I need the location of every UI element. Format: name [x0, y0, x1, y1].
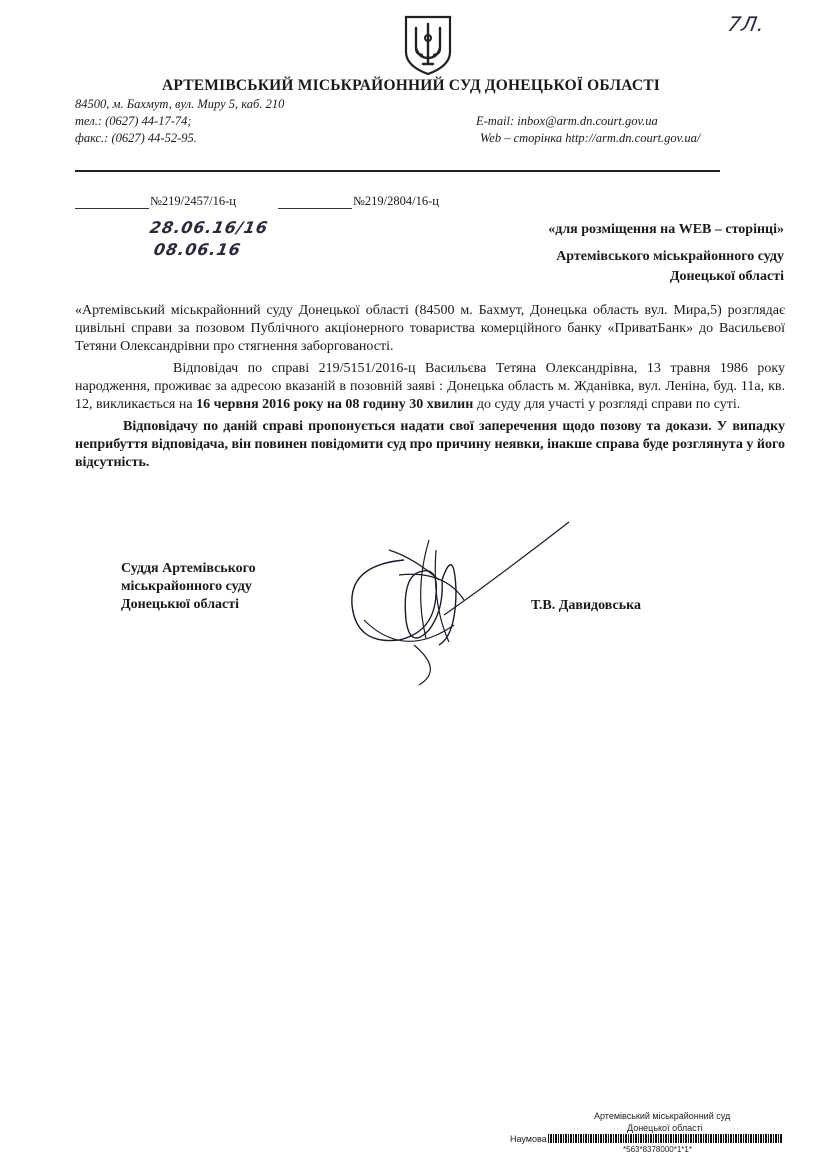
recipient-line-3: Донецької області: [669, 269, 784, 284]
handwritten-date-1: 28.06.16/16: [148, 218, 270, 237]
notice-body: [75, 302, 785, 472]
paragraph-defendant: Відповідач по справі 219/5151/2016-ц Васильєва Тетяна Олександрівна, 13 травня 1986 року народження, проживає за адресою вказаній в позовній заяві : Донецька область м. Жданівка, вул. Леніна, буд. 11а, кв. 12, викликається на 16 червня 2016 року на 08 годину 30 хвилин до суду для участі у розгляді справи по суті.: [75, 361, 785, 412]
recipient-line-2: Артемівського міськрайонного суду: [556, 249, 784, 264]
corner-handwritten-mark: 7Л.: [725, 12, 768, 36]
stamp-court-name: Артемівський міськрайонний суд: [594, 1111, 731, 1121]
header-divider: [75, 170, 720, 172]
barcode: [548, 1134, 783, 1143]
judge-name: Т.В. Давидовська: [531, 598, 641, 613]
paragraph-warning: Відповідачу по даній справі пропонується надати свої заперечення щодо позову та докази. У випадку неприбуття відповідача, він повинен повідомити суд про причину неявки, інакше справа буде розглянута у його відсутність.: [75, 419, 785, 470]
court-name-heading: АРТЕМІВСЬКИЙ МІСЬКРАЙОННИЙ СУД ДОНЕЦЬКОЇ ОБЛАСТІ: [161, 77, 661, 94]
stamp-clerk: Наумова: [510, 1134, 547, 1144]
judge-title: Суддя Артемівського міськрайонного суду Донецькюї області: [121, 561, 256, 612]
recipient-block: [548, 220, 784, 287]
recipient-line-1: «для розміщення на WEB – сторінці»: [548, 222, 784, 237]
barcode-number: *563*8378000*1*1*: [623, 1145, 692, 1154]
stamp-region: Донецької області: [627, 1123, 703, 1133]
court-email: E-mail: inbox@arm.dn.court.gov.ua: [476, 114, 658, 128]
paragraph-case: «Артемівський міськрайонний суду Донецької області (84500 м. Бахмут, Донецька область вул. Мира,5) розглядає цивільні справи за позовом Публічного акціонерного товариства комерційного банку «ПриватБанк» до Васильєвої Тетяни Олександрівни про стягнення заборгованості.: [75, 303, 785, 354]
court-phone: тел.: (0627) 44-17-74;: [75, 114, 192, 128]
hearing-datetime: 16 червня 2016 року на 08 годину 30 хвилин: [196, 397, 474, 412]
reg-number-2: №219/2804/16-ц: [278, 194, 439, 209]
coat-of-arms-icon: [403, 14, 453, 76]
court-address: 84500, м. Бахмут, вул. Миру 5, каб. 210: [75, 97, 285, 111]
court-web: Web – сторінка http://arm.dn.court.gov.ua/: [480, 131, 701, 145]
court-fax: факс.: (0627) 44-52-95.: [75, 131, 197, 145]
handwritten-date-2: 08.06.16: [152, 240, 243, 259]
reg-number-1: №219/2457/16-ц: [75, 194, 236, 209]
